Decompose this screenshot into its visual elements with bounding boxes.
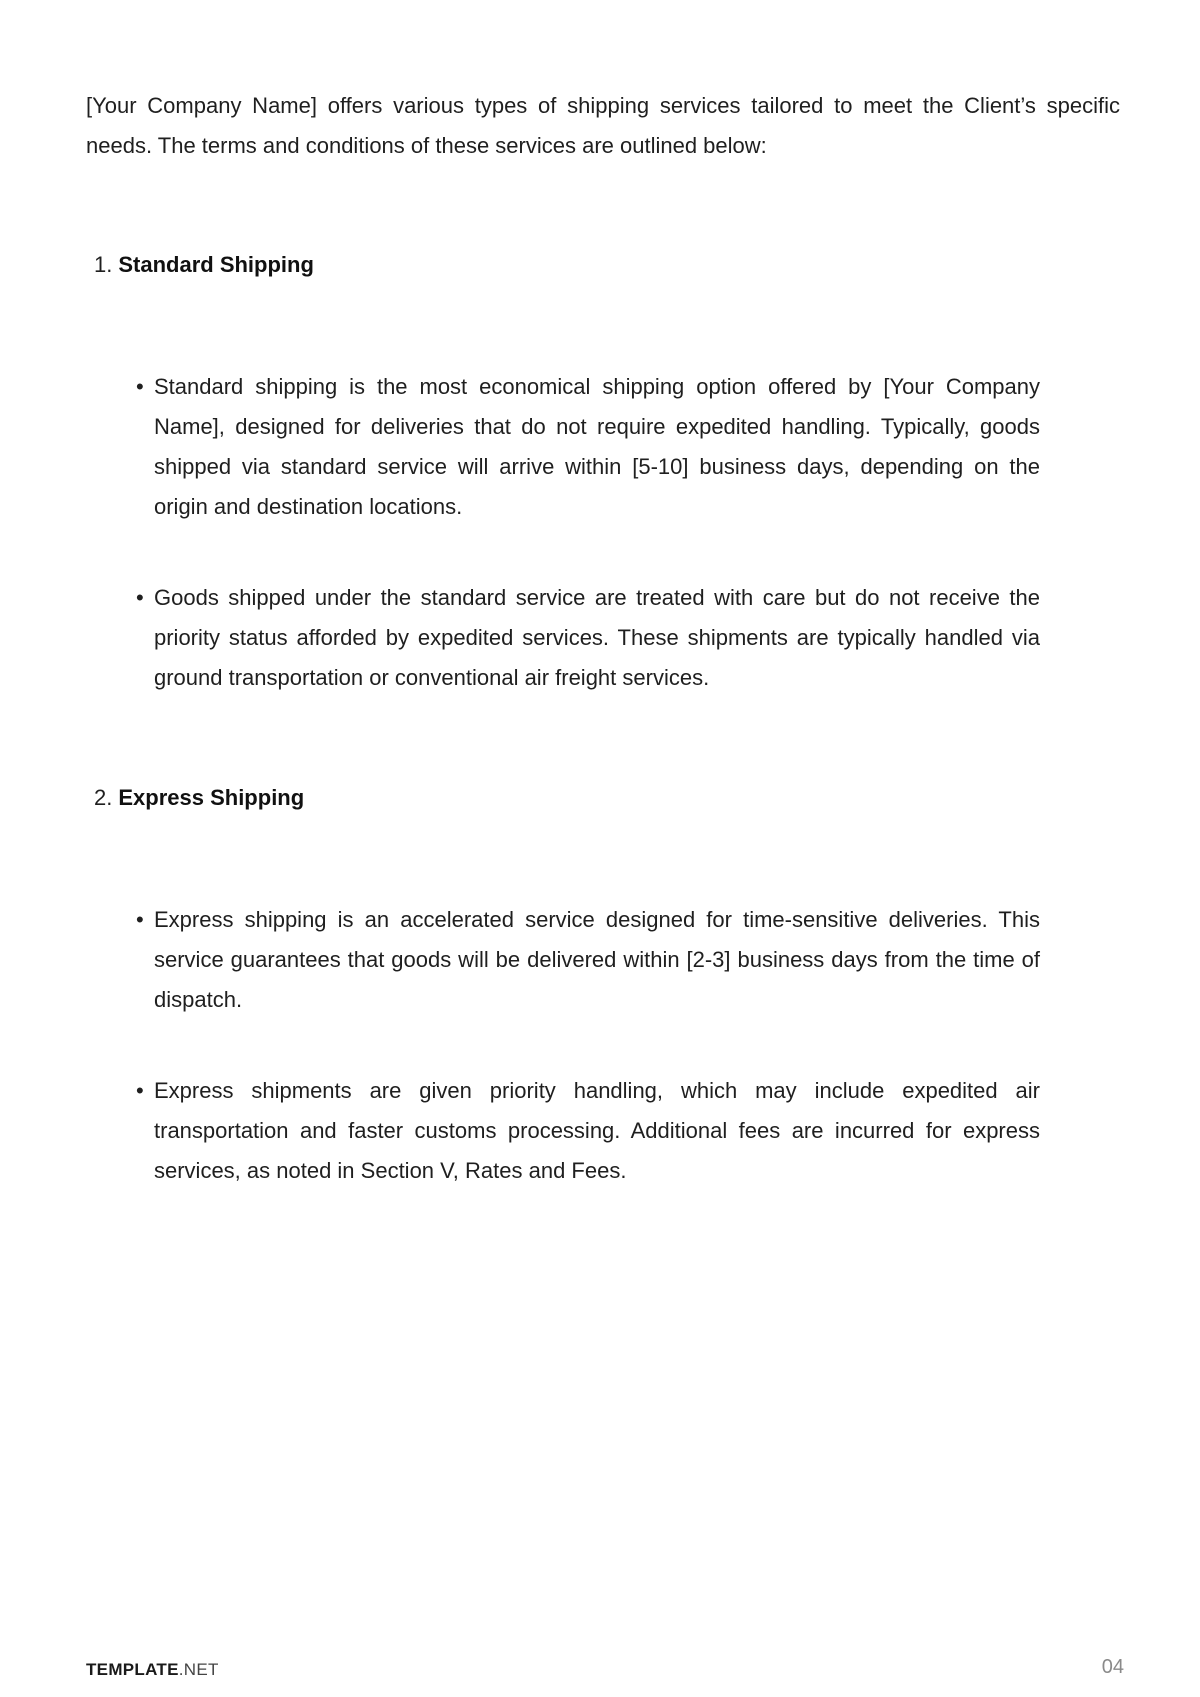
bullet-icon: • bbox=[136, 374, 144, 399]
brand-suffix: .NET bbox=[178, 1660, 219, 1679]
section-number: 1. bbox=[94, 252, 113, 277]
section-heading-standard-shipping bbox=[94, 250, 314, 280]
bullet-text: Express shipments are given priority handling, which may include expedited air transportation and faster customs processing. Additional fees are incurred for express services, as noted in Section V, Rates and Fees. bbox=[154, 1078, 1040, 1183]
section-title: Standard Shipping bbox=[118, 252, 314, 277]
bullet-icon: • bbox=[136, 585, 144, 610]
bullet-text: Goods shipped under the standard service are treated with care but do not receive the priority status afforded by expedited services. These shipments are typically handled via ground transportation or conventional air freight services. bbox=[154, 585, 1040, 690]
section-number: 2. bbox=[94, 785, 113, 810]
bullet-item bbox=[136, 578, 1040, 698]
section-title: Express Shipping bbox=[118, 785, 305, 810]
bullet-icon: • bbox=[136, 1078, 144, 1103]
footer-brand-logo bbox=[86, 1660, 219, 1680]
bullet-text: Express shipping is an accelerated service designed for time-sensitive deliveries. This service guarantees that goods will be delivered within [2-3] business days from the time of dispatch. bbox=[154, 907, 1040, 1012]
bullet-item bbox=[136, 1071, 1040, 1191]
brand-name: TEMPLATE bbox=[86, 1660, 179, 1679]
section-heading-express-shipping bbox=[94, 783, 304, 813]
page-number: 04 bbox=[1101, 1656, 1124, 1678]
bullet-item bbox=[136, 367, 1040, 527]
bullet-item bbox=[136, 900, 1040, 1020]
intro-paragraph: [Your Company Name] offers various types of shipping services tailored to meet the Client’s specific needs. The terms and conditions of these services are outlined below: bbox=[86, 93, 1120, 158]
bullet-text: Standard shipping is the most economical shipping option offered by [Your Company Name], designed for deliveries that do not require expedited handling. Typically, goods shipped via standard service will arrive within [5-10] business days, depending on the origin and destination locations. bbox=[154, 374, 1040, 519]
bullet-icon: • bbox=[136, 907, 144, 932]
